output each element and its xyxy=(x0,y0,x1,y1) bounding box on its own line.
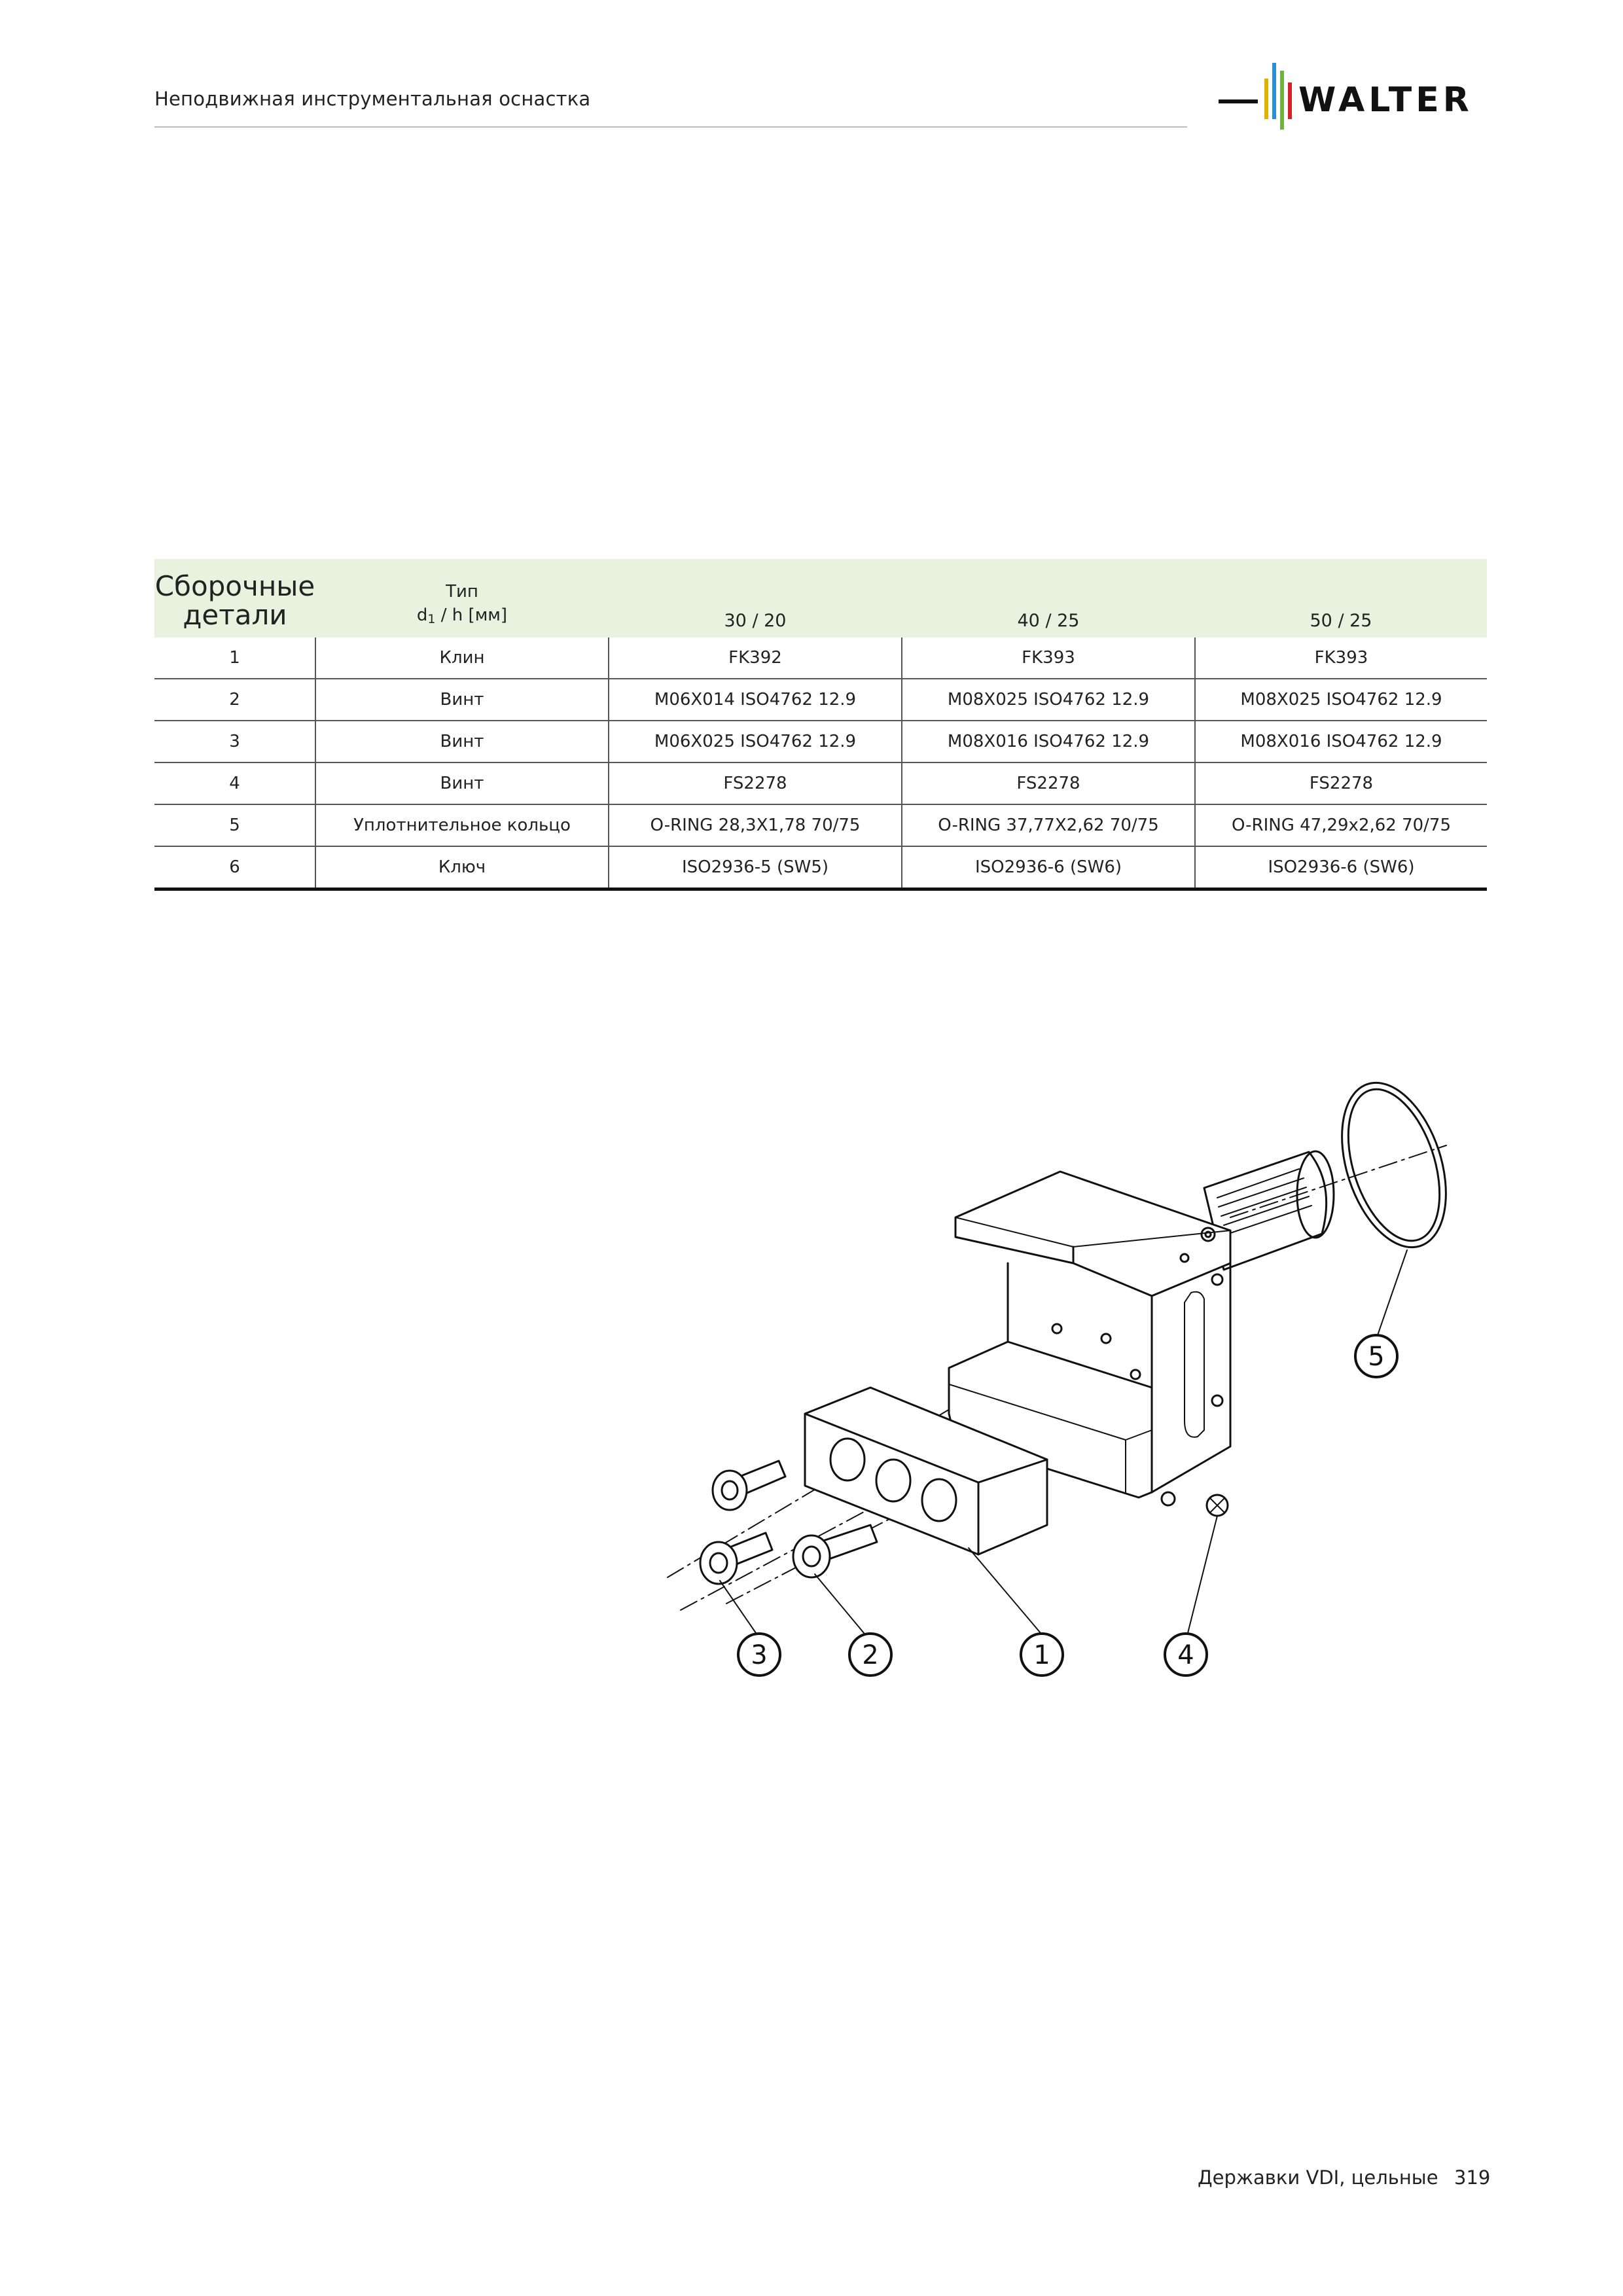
cell-value: ISO2936-6 (SW6) xyxy=(902,846,1195,889)
callout-2 xyxy=(849,1634,891,1676)
cell-part-number: 3 xyxy=(154,721,315,762)
table-row xyxy=(154,804,1487,846)
cell-value: M08X025 ISO4762 12.9 xyxy=(902,679,1195,721)
cell-value: O-RING 47,29x2,62 70/75 xyxy=(1195,804,1487,846)
cell-value: FS2278 xyxy=(902,762,1195,804)
walter-logo xyxy=(1217,60,1492,132)
cell-part-number: 6 xyxy=(154,846,315,889)
table-row xyxy=(154,846,1487,889)
cell-part-number: 2 xyxy=(154,679,315,721)
callout-3 xyxy=(738,1634,780,1676)
cell-value: M08X016 ISO4762 12.9 xyxy=(902,721,1195,762)
cell-value: O-RING 37,77X2,62 70/75 xyxy=(902,804,1195,846)
cell-part-name: Уплотнительное кольцо xyxy=(315,804,609,846)
header-dimensions xyxy=(315,603,609,631)
cell-value: FS2278 xyxy=(609,762,902,804)
header-type-label: Тип xyxy=(446,582,478,601)
callout-4 xyxy=(1165,1634,1207,1676)
cell-value: ISO2936-6 (SW6) xyxy=(1195,846,1487,889)
table-row xyxy=(154,762,1487,804)
svg-text:1: 1 xyxy=(1033,1640,1050,1670)
header-size-50-25: 50 / 25 xyxy=(1195,559,1487,637)
callout-1 xyxy=(1021,1634,1063,1676)
cell-value: FK393 xyxy=(902,637,1195,679)
exploded-assembly-drawing xyxy=(654,1073,1479,1715)
assembly-parts-table xyxy=(154,559,1487,891)
table-row xyxy=(154,637,1487,679)
svg-text:3: 3 xyxy=(751,1640,768,1670)
cell-value: ISO2936-5 (SW5) xyxy=(609,846,902,889)
cell-part-name: Винт xyxy=(315,721,609,762)
cell-value: M06X014 ISO4762 12.9 xyxy=(609,679,902,721)
page-number: 319 xyxy=(1454,2166,1491,2189)
header-size-40-25: 40 / 25 xyxy=(902,559,1195,637)
dims-unit: / h [мм] xyxy=(435,605,508,625)
cell-part-name: Винт xyxy=(315,762,609,804)
cell-value: FS2278 xyxy=(1195,762,1487,804)
dims-subscript: 1 xyxy=(427,612,436,626)
logo-bar-1 xyxy=(1264,79,1268,119)
cell-part-name: Клин xyxy=(315,637,609,679)
table-header-row xyxy=(154,559,1487,637)
cell-value: M08X016 ISO4762 12.9 xyxy=(1195,721,1487,762)
svg-text:5: 5 xyxy=(1368,1342,1385,1372)
cell-part-name: Ключ xyxy=(315,846,609,889)
o-ring xyxy=(1323,1073,1465,1261)
cell-value: M08X025 ISO4762 12.9 xyxy=(1195,679,1487,721)
table-row xyxy=(154,679,1487,721)
cell-part-name: Винт xyxy=(315,679,609,721)
cell-value: M06X025 ISO4762 12.9 xyxy=(609,721,902,762)
logo-bar-3 xyxy=(1280,71,1284,130)
cell-value: FK393 xyxy=(1195,637,1487,679)
logo-bar-2 xyxy=(1272,63,1276,119)
cell-part-number: 5 xyxy=(154,804,315,846)
logo-bar-4 xyxy=(1288,82,1292,119)
footer-section-title: Державки VDI, цельные xyxy=(1198,2166,1438,2189)
header-size-30-20: 30 / 20 xyxy=(609,559,902,637)
cell-part-number: 1 xyxy=(154,637,315,679)
table-row xyxy=(154,721,1487,762)
cell-part-number: 4 xyxy=(154,762,315,804)
svg-text:4: 4 xyxy=(1177,1640,1194,1670)
header-type xyxy=(315,559,609,637)
logo-text: WALTER xyxy=(1298,81,1473,120)
page-header-title: Неподвижная инструментальная оснастка xyxy=(154,88,591,110)
cell-value: FK392 xyxy=(609,637,902,679)
cell-value: O-RING 28,3X1,78 70/75 xyxy=(609,804,902,846)
svg-text:2: 2 xyxy=(862,1640,879,1670)
header-assembly-parts: Сборочные детали xyxy=(154,559,315,637)
dims-symbol: d xyxy=(416,605,428,625)
callout-5 xyxy=(1355,1335,1397,1377)
header-divider xyxy=(154,126,1187,128)
